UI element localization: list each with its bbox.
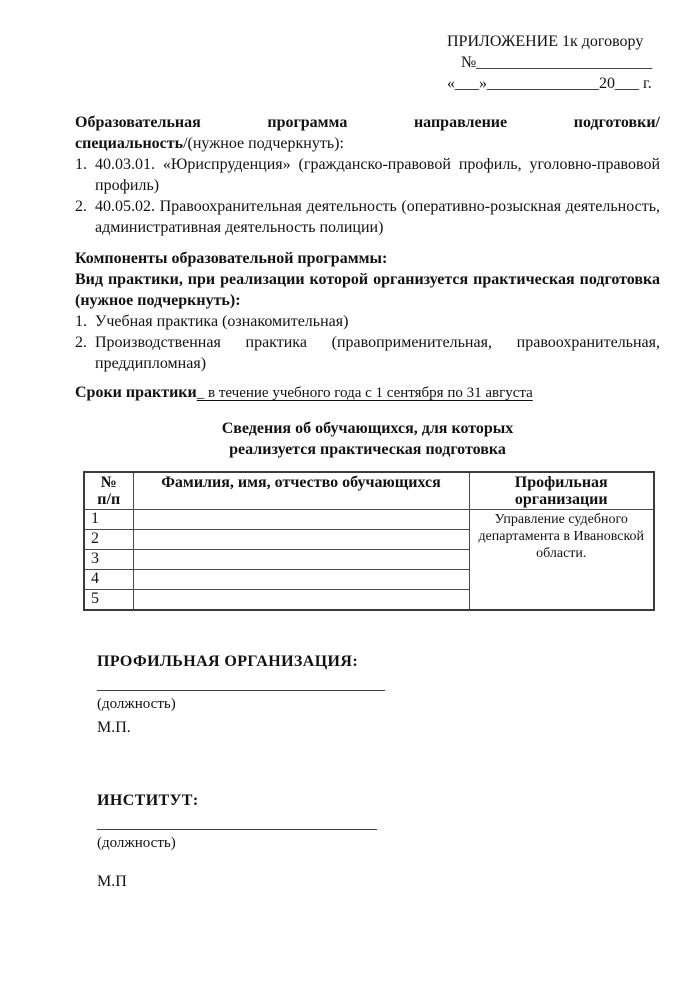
student-name-cell [133, 590, 469, 611]
program-list-item-1 [75, 154, 660, 196]
list-item-text: Учебная практика (ознакомительная) [95, 313, 349, 330]
list-item-text: Производственная практика (правоприменительная, правоохранительная, преддипломная) [95, 334, 660, 372]
header-number-line1: № [100, 474, 117, 491]
students-heading-line2: реализуется практическая подготовка [229, 441, 506, 458]
components-list-item-2 [75, 332, 660, 374]
list-item-number: 2. [75, 198, 87, 215]
appendix-number-line: №______________________ [461, 54, 653, 71]
signature-org-title: ПРОФИЛЬНАЯ ОРГАНИЗАЦИЯ: [97, 653, 359, 670]
header-cell-number [84, 472, 133, 510]
org-cell: Управление судебного департамента в Ивановской области. [469, 510, 654, 611]
students-heading-line1: Сведения об обучающихся, для которых [221, 420, 514, 437]
header-cell-name: Фамилия, имя, отчество обучающихся [133, 472, 469, 510]
students-heading [75, 418, 660, 460]
signature-org-line: ____________________________________ [97, 676, 385, 693]
header-cell-org: Профильная организации [469, 472, 654, 510]
student-name-cell [133, 510, 469, 530]
signature-institute-section [97, 790, 660, 892]
terms-line [75, 382, 660, 404]
program-title-line1: Образовательная программа направление подготовки/ [75, 114, 660, 131]
row-number-cell: 3 [84, 550, 133, 570]
appendix-date-line: «___»______________20___ г. [447, 75, 652, 92]
student-name-cell [133, 530, 469, 550]
components-list-item-1 [75, 311, 660, 332]
signature-institute-line: ___________________________________ [97, 815, 377, 832]
signature-institute-title: ИНСТИТУТ: [97, 792, 199, 809]
table-row [84, 510, 654, 530]
students-table [83, 471, 655, 611]
terms-value: _ в течение учебного года с 1 сентября по 31 августа [196, 385, 533, 401]
student-name-cell [133, 550, 469, 570]
terms-label: Сроки практики [75, 384, 197, 401]
list-item-number: 2. [75, 334, 87, 351]
student-name-cell [133, 570, 469, 590]
row-number-cell: 4 [84, 570, 133, 590]
list-item-text: 40.03.01. «Юриспруденция» (гражданско-правовой профиль, уголовно-правовой профиль) [95, 156, 660, 194]
signature-institute-position-label: (должность) [97, 835, 176, 851]
program-title-line2 [75, 133, 660, 154]
list-item-number: 1. [75, 313, 87, 330]
program-list-item-2 [75, 196, 660, 238]
signature-org-stamp: М.П. [97, 719, 131, 736]
row-number-cell: 1 [84, 510, 133, 530]
row-number-cell: 5 [84, 590, 133, 611]
table-header-row [84, 472, 654, 510]
signature-institute-stamp: М.П [97, 873, 127, 890]
appendix-title: ПРИЛОЖЕНИЕ 1к договору [447, 33, 644, 50]
components-subtitle: Вид практики, при реализации которой организуется практическая подготовка (нужное подчеркнуть): [75, 271, 660, 309]
program-title-line2-bold: специальность [75, 135, 184, 152]
program-title-line2-note: /(нужное подчеркнуть): [183, 135, 344, 152]
signature-org-position-label: (должность) [97, 696, 176, 712]
header-number-line2: п/п [97, 491, 121, 508]
signature-org-section [97, 651, 660, 738]
row-number-cell: 2 [84, 530, 133, 550]
components-title: Компоненты образовательной программы: [75, 250, 388, 267]
list-item-text: 40.05.02. Правоохранительная деятельность (оперативно-розыскная деятельность, административная деятельность полиции) [95, 198, 660, 236]
list-item-number: 1. [75, 156, 87, 173]
